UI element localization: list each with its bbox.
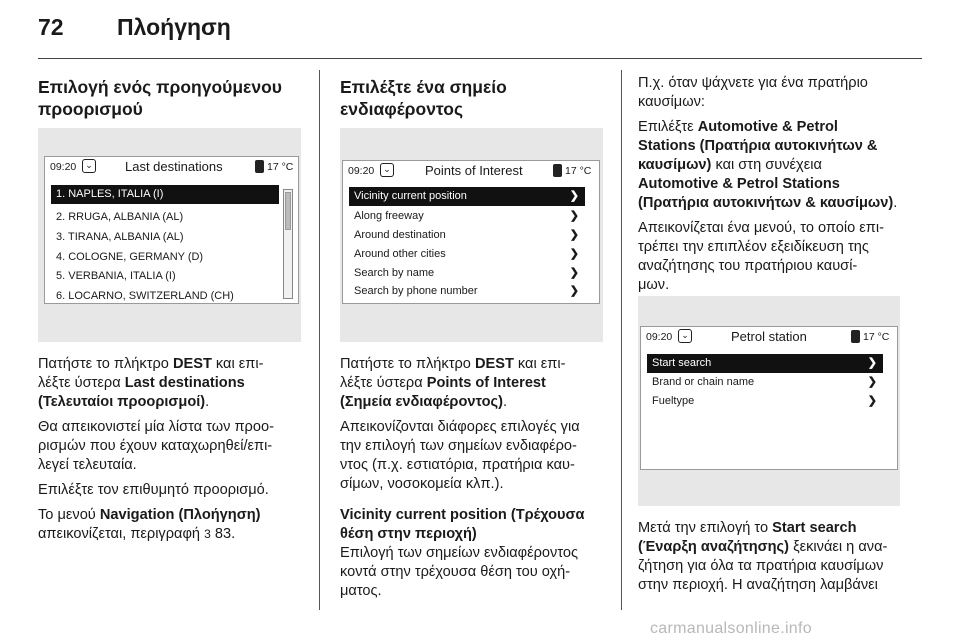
text-line: στην περιοχή. Η αναζήτηση λαμβάνει <box>638 577 878 593</box>
text-line <box>638 175 938 194</box>
status-bar <box>641 327 897 349</box>
clock-time: 09:20 <box>348 165 375 177</box>
paragraph <box>638 519 938 595</box>
bold-text: Automotive & Petrol Stations <box>638 176 840 192</box>
text: Πατήστε το πλήκτρο <box>38 356 173 372</box>
text-line <box>38 506 313 525</box>
phone-icon <box>553 164 562 177</box>
text-line: Επιλογή των σημείων ενδιαφέροντος <box>340 545 579 561</box>
text-line: ζήτηση για όλα τα πρατήρια καυσίμων <box>638 558 884 574</box>
temperature: 17 °C <box>863 331 890 343</box>
text-line: αναζήτησης του πρατήριου καυσί- <box>638 258 858 274</box>
subsection <box>340 506 615 601</box>
text: απεικονίζεται, περιγραφή <box>38 526 205 542</box>
chevron-right-icon: ❯ <box>867 395 877 407</box>
bold-text: Vicinity current position (Τρέχουσα <box>340 507 585 523</box>
text-line: ντος (π.χ. εστιατόρια, πρατήρια καυ- <box>340 457 575 473</box>
text-line: ματος. <box>340 583 382 599</box>
screen-panel-last-destinations <box>38 128 301 342</box>
bold-text: Automotive & Petrol <box>697 119 838 135</box>
heading-line: Επιλογή ενός προηγούμενου <box>38 77 282 97</box>
clock-time: 09:20 <box>50 161 77 173</box>
paragraph <box>38 506 313 544</box>
list-item[interactable] <box>647 392 883 411</box>
text-line: μων. <box>638 277 670 293</box>
bold-text: Stations (Πρατήρια αυτοκινήτων & <box>638 138 878 154</box>
subheading-line <box>340 506 615 525</box>
clock-icon: ⌄ <box>380 163 394 177</box>
page-ref[interactable]: 83. <box>210 526 236 542</box>
bold-text: (Πρατήρια αυτοκινήτων & καυσίμων) <box>638 195 894 211</box>
list-item-label: Search by name <box>354 267 435 279</box>
list-item-label: Around other cities <box>354 248 446 260</box>
column-1-body <box>38 355 313 544</box>
column-3-bottom <box>638 519 938 595</box>
chevron-right-icon: ❯ <box>569 190 579 202</box>
text-line <box>38 355 313 374</box>
column-2 <box>340 76 610 120</box>
paragraph <box>38 481 313 500</box>
text-line <box>638 156 938 175</box>
bold-text: Last destinations <box>124 375 245 391</box>
text: . <box>502 394 508 410</box>
page-ref-arrow-icon[interactable]: 3 <box>204 527 211 541</box>
screen-title: Petrol station <box>731 329 807 344</box>
chevron-right-icon: ❯ <box>569 210 579 222</box>
heading-line: Επιλέξτε ένα σημείο <box>340 77 507 97</box>
text: και επι- <box>211 356 264 372</box>
subheading-line <box>340 525 615 544</box>
bold-text: Points of Interest <box>426 375 546 391</box>
paragraph <box>38 418 313 475</box>
list-item[interactable]: 3. TIRANA, ALBANIA (AL) <box>56 231 184 243</box>
heading-line: προορισμού <box>38 99 143 119</box>
list-item[interactable] <box>647 373 883 392</box>
scrollbar[interactable] <box>283 189 293 299</box>
text-line: την επιλογή των σημείων ενδιαφέρο- <box>340 438 577 454</box>
scrollbar-thumb[interactable] <box>285 192 291 230</box>
list-item[interactable]: 4. COLOGNE, GERMANY (D) <box>56 251 204 263</box>
list-item[interactable] <box>349 245 585 264</box>
bold-text: DEST <box>474 356 514 372</box>
list-item[interactable] <box>349 207 585 226</box>
bold-text: (Σημεία ενδιαφέροντος) <box>340 394 503 410</box>
page-number: 72 <box>38 14 64 40</box>
text-line <box>638 137 938 156</box>
text: Μετά την επιλογή το <box>638 520 773 536</box>
list-item-label: Start search <box>652 357 712 369</box>
phone-icon <box>851 330 860 343</box>
text: Το μενού <box>38 507 100 523</box>
text-line: Επιλέξτε τον επιθυμητό προορισμό. <box>38 482 269 498</box>
column-2-body <box>340 355 615 601</box>
list-item[interactable]: 5. VERBANIA, ITALIA (I) <box>56 270 176 282</box>
paragraph <box>638 219 938 295</box>
paragraph <box>38 355 313 412</box>
status-bar <box>343 161 599 183</box>
header-rule <box>38 58 922 59</box>
bold-text: (Τελευταίοι προορισμοί) <box>38 394 206 410</box>
text: . <box>893 195 898 211</box>
status-bar <box>45 157 298 179</box>
text: ξεκινάει η ανα- <box>789 539 888 555</box>
bold-text: Start search <box>772 520 857 536</box>
device-screen <box>342 160 600 304</box>
text-line: τρέπει την επιπλέον εξειδίκευση της <box>638 239 869 255</box>
temperature: 17 °C <box>267 161 294 173</box>
text-line: Απεικονίζεται ένα μενού, το οποίο επι- <box>638 220 884 236</box>
text-line <box>38 374 313 393</box>
phone-icon <box>255 160 264 173</box>
bold-text: θέση στην περιοχή) <box>340 526 477 542</box>
text-line <box>638 194 938 213</box>
text-line <box>38 525 313 544</box>
text-line: κοντά στην τρέχουσα θέση του οχή- <box>340 564 571 580</box>
text: και επι- <box>513 356 566 372</box>
text: . <box>205 394 210 410</box>
text: λέξτε ύστερα <box>38 375 125 391</box>
bold-text: DEST <box>172 356 212 372</box>
bold-text: καυσίμων) <box>638 157 712 173</box>
section-heading-points-of-interest <box>340 76 610 120</box>
chevron-right-icon: ❯ <box>569 248 579 260</box>
text-line: Απεικονίζονται διάφορες επιλογές για <box>340 419 580 435</box>
clock-icon: ⌄ <box>678 329 692 343</box>
text-line <box>340 393 615 412</box>
list-item[interactable]: 2. RRUGA, ALBANIA (AL) <box>56 211 184 223</box>
bold-text: Navigation (Πλοήγηση) <box>99 507 261 523</box>
page-title: Πλοήγηση <box>117 14 231 40</box>
paragraph <box>340 418 615 494</box>
chevron-right-icon: ❯ <box>569 229 579 241</box>
text-line: σίμων, νοσοκομεία κλπ.). <box>340 476 504 492</box>
text: Πατήστε το πλήκτρο <box>340 356 475 372</box>
column-1 <box>38 76 308 120</box>
list-item-label: Fueltype <box>652 395 695 407</box>
device-screen <box>640 326 898 470</box>
text-line <box>638 118 938 137</box>
column-divider-2 <box>621 70 622 610</box>
list-item-label: Vicinity current position <box>354 190 467 202</box>
list-item-label: Along freeway <box>354 210 424 222</box>
text: Επιλέξτε <box>638 119 698 135</box>
bold-text: (Έναρξη αναζήτησης) <box>638 539 790 555</box>
list-item-label: Around destination <box>354 229 446 241</box>
chevron-right-icon: ❯ <box>867 376 877 388</box>
list-item[interactable] <box>349 282 585 301</box>
list-item[interactable] <box>349 187 585 206</box>
screen-panel-petrol-station <box>638 296 900 506</box>
chevron-right-icon: ❯ <box>867 357 877 369</box>
list-item-label: Search by phone number <box>354 285 478 297</box>
screen-title: Points of Interest <box>425 163 523 178</box>
section-heading-last-destinations <box>38 76 308 120</box>
watermark: carmanualsonline.info <box>650 620 812 637</box>
chevron-right-icon: ❯ <box>569 285 579 297</box>
text-line: Θα απεικονιστεί μία λίστα των προο- <box>38 419 274 435</box>
clock-time: 09:20 <box>646 331 673 343</box>
screen-panel-points-of-interest <box>340 128 603 342</box>
text-line: λεγεί τελευταία. <box>38 457 137 473</box>
list-item[interactable]: 1. NAPLES, ITALIA (I) <box>51 185 279 204</box>
chevron-right-icon: ❯ <box>569 267 579 279</box>
text-line: Π.χ. όταν ψάχνετε για ένα πρατήριο <box>638 75 868 91</box>
clock-icon: ⌄ <box>82 159 96 173</box>
screen-title: Last destinations <box>125 159 223 174</box>
text-line: ρισμών που έχουν καταχωρηθεί/επι- <box>38 438 273 454</box>
text-line: καυσίμων: <box>638 94 705 110</box>
temperature: 17 °C <box>565 165 592 177</box>
text-line <box>340 374 615 393</box>
device-screen <box>44 156 299 304</box>
text-line <box>340 355 615 374</box>
paragraph <box>340 355 615 412</box>
column-3-top <box>638 74 938 295</box>
text: λέξτε ύστερα <box>340 375 427 391</box>
text-line <box>638 519 938 538</box>
list-item[interactable]: 6. LOCARNO, SWITZERLAND (CH) <box>56 290 234 302</box>
text: και στη συνέχεια <box>711 157 822 173</box>
list-item[interactable] <box>349 226 585 245</box>
list-item-label: Brand or chain name <box>652 376 755 388</box>
paragraph <box>638 74 938 112</box>
heading-line: ενδιαφέροντος <box>340 99 464 119</box>
text-line <box>38 393 313 412</box>
list-item[interactable] <box>349 264 585 283</box>
column-divider-1 <box>319 70 320 610</box>
text-line <box>638 538 938 557</box>
paragraph <box>638 118 938 213</box>
list-item[interactable] <box>647 354 883 373</box>
